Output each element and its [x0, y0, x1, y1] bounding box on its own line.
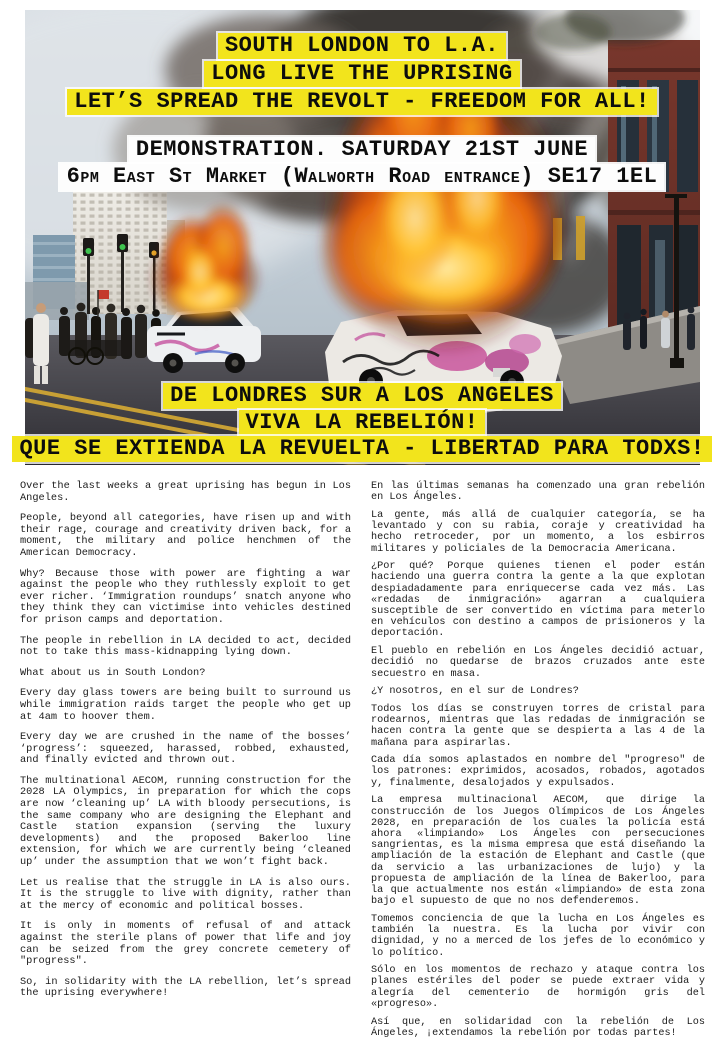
headline-es-2: VIVA LA REBELIÓN! [239, 410, 486, 436]
paragraph-es: ¿Por qué? Porque quienes tienen el poder están haciendo una guerra contra la gente a la que explotan despiadadamente para enriquecerse cada vez más. Las «redadas de inmigración» agarran a cualquiera susceptible de ser convertido en víctima para meterlo en vehículos con destino a campos de prisioneros y la deportación. [371, 561, 705, 640]
demo-date: DEMONSTRATION. SATURDAY 21ST JUNE [129, 137, 595, 163]
headline-es-3: QUE SE EXTIENDA LA REVUELTA - LIBERTAD PARA TODXS! [12, 436, 711, 462]
paragraph-en: The people in rebellion in LA decided to act, decided not to take this mass-kidnapping lying down. [20, 634, 351, 659]
headline-en-2: LONG LIVE THE UPRISING [204, 61, 519, 87]
headline-row [0, 33, 724, 59]
headline-row [0, 89, 724, 115]
paragraph-es: Cada día somos aplastados en nombre del "progreso" de los patrones: exprimidos, acosados, robados, agotados y, finalmente, desalojados y expulsados. [371, 755, 705, 789]
paragraph-es: El pueblo en rebelión en Los Ángeles decidió actuar, decidió no quedarse de brazos cruzados ante este secuestro en masa. [371, 646, 705, 680]
paragraph-en: Over the last weeks a great uprising has begun in Los Angeles. [20, 480, 351, 504]
headline-row [0, 61, 724, 87]
paragraph-en: It is only in moments of refusal of and attack against the sterile plans of power that life and joy can be seized from the grey concrete cemetery of "progress". [20, 920, 351, 968]
paragraph-es: La empresa multinacional AECOM, que dirige la construcción de los Juegos Olímpicos de Los Ángeles 2028, en preparación de los cuales la policía está ahora «limpiando» Los Ángeles con persecuciones sangrientas, es la misma empresa que está diseñando la ampliación de la estación de Elephant and Castle (que da servicio a las urbanizaciones de lujo) y la propuesta de ampliación de la línea de Bakerloo, para la que actualmente nos están «limpiando» de esta zona bajo el supuesto de que no nos defenderemos. [371, 795, 705, 908]
headline-row [0, 410, 724, 436]
headline-en-1: SOUTH LONDON TO L.A. [218, 33, 506, 59]
demo-row [0, 137, 724, 163]
headline-row [0, 383, 724, 409]
headline-en-3: LET’S SPREAD THE REVOLT - FREEDOM FOR ALL! [67, 89, 657, 115]
paragraph-en: People, beyond all categories, have risen up and with their rage, courage and creativity driven back, for a moment, the military and police henchmen of the American Democracy. [20, 512, 351, 559]
paragraph-es: La gente, más allá de cualquier categoría, se ha levantado y con su rabia, coraje y creatividad ha hecho retroceder, por un momento, a los esbirros militares y policiales de la Democracia Americana. [371, 509, 705, 555]
paragraph-es: En las últimas semanas ha comenzado una gran rebelión en Los Ángeles. [371, 481, 705, 504]
headline-row [0, 436, 724, 462]
body-column-spanish [371, 481, 705, 1045]
demo-row [0, 164, 724, 190]
paragraph-en: So, in solidarity with the LA rebellion, let’s spread the uprising everywhere! [20, 975, 351, 1000]
paragraph-es: Sólo en los momentos de rechazo y ataque contra los planes estériles del poder se puede extraer vida y alegría del cementerio de hormigón gris del «progreso». [371, 965, 705, 1010]
demo-location: 6pm East St Market (Walworth Road entrance) SE17 1EL [60, 164, 665, 190]
paragraph-en: Every day we are crushed in the name of the bosses’ ‘progress’: squeezed, harassed, robbed, exhausted, and finally evicted and thrown out. [20, 731, 351, 767]
paragraph-en: What about us in South London? [20, 666, 206, 679]
paragraph-en: Let us realise that the struggle in LA is also ours. It is the struggle to live with dignity, rather than at the mercy of economic and political bosses. [20, 876, 351, 912]
paragraph-es: Así que, en solidaridad con la rebelión de Los Ángeles, ¡extendamos la rebelión por todas partes! [371, 1016, 705, 1039]
body-column-english [20, 481, 351, 1009]
paragraph-en: The multinational AECOM, running construction for the 2028 LA Olympics, in preparation for which the cops are now ‘cleaning up’ LA with bloody persecutions, is the same company who are designing the Elephant and Castle station expansion (serving the luxury developments) and the proposed Bakerloo line extension, for which we are currently being ‘cleaned up’ under the assumption that we won’t fight back. [20, 774, 351, 869]
paragraph-es: ¿Y nosotros, en el sur de Londres? [371, 686, 579, 698]
paragraph-en: Why? Because those with power are fighting a war against the people who they ruthlessly exploit to get ever richer. ‘Immigration roundups’ snatch anyone who they think they can victimise into vehicles destined for prison camps and deportation. [20, 567, 351, 626]
paragraph-en: Every day glass towers are being built to surround us while immigration raids target the people who get up at 4am to hoover them. [20, 687, 351, 723]
headline-es-1: DE LONDRES SUR A LOS ANGELES [163, 383, 561, 409]
paragraph-es: Tomemos conciencia de que la lucha en Los Ángeles es también la nuestra. Es la lucha por vivir con dignidad, y no a merced de los jefes de lo económico y lo político. [371, 913, 705, 959]
paragraph-es: Todos los días se construyen torres de cristal para rodearnos, mientras que las redadas de inmigración se hacen contra la gente que se despierta a las 4 de la mañana para aspirarlas. [371, 703, 705, 749]
